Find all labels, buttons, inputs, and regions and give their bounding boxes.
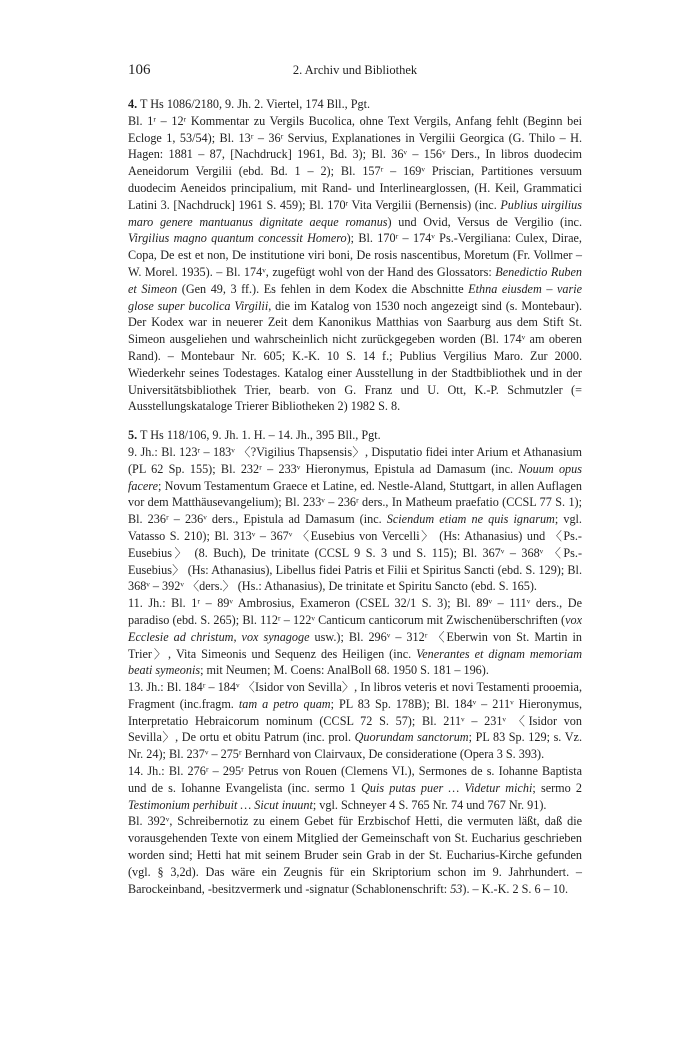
text-run: ; vgl. Vatasso S. 210); Bl. 313ᵛ – 367ᵛ 〈Eusebius von Vercelli〉 (Hs: Athanasius) und 〈Ps.-Eusebius〉 (8. Buch), De trinitate (CCSL 9 S. 3 und S. 115); Bl. 367ᵛ – 368ᵛ 〈Ps.-Eusebius〉 (Hs: Athanasius), Libellus fidei Patris et Filii et Spiritus Sancti (ebd. S. 129); Bl. 368ᵛ – 392ᵛ 〈ders.〉 (Hs.: Athanasius), De trinitate et Spiritu Sancto (ebd. S. 165). [128,512,582,594]
text-run: ; PL 83 Sp. 129; s. Vz. Nr. 24); Bl. 237ᵛ – 275ʳ Bernhard von Clairvaux, De consideratione (Opera 3 S. 393). [128,730,583,762]
italic-incipit: tam a petro quam [238,696,331,711]
text-run: ); Bl. 170ʳ – 174ᵛ Ps.-Vergiliana: Culex, Dirae, Copa, De est et non, De institutione viri boni, De rosis nascentibus, Moretum (Fr. Vollmer – W. Morel. 1935). – Bl. 174ᵛ, zugefügt wohl von der Hand des Glossators: [128,231,582,279]
entry-heading [128,96,582,113]
shelfmark-line: T Hs 1086/2180, 9. Jh. 2. Viertel, 174 Bll., Pgt. [139,97,371,111]
italic-incipit: 53 [450,881,463,896]
body-text [128,96,582,897]
entry-paragraph [128,113,582,415]
text-run: Bl. 1ʳ – 12ʳ Kommentar zu Vergils Bucolica, ohne Text Vergils, Anfang fehlt (Beginn bei Ecloge 1, 53/54); Bl. 13ʳ – 36ʳ Servius, Explanationes in Vergilii Georgica (G. Thilo – H. Hagen: 1881 – 87, [Nachdruck] 1961, Bd. 3); Bl. 36ᵛ – 156ᵛ Ders., In libros duodecim Aeneidorum Vergilii (ebd. Bd. 1 – 2); Bl. 157ʳ – 169ᵛ Priscian, Partitiones versuum duodecim Aeneidos principalium, mit Rand- und Interlinearglossen, (H. Keil, Grammatici Latini 3. [Nachdruck] 1961 S. 459); Bl. 170ʳ Vita Vergilii (Bernensis) (inc. [128,113,582,212]
text-run: usw.); Bl. 296ᵛ – 312ʳ 〈Eberwin von St. Martin in Trier〉, Vita Simeonis und Sequenz des Heiligen (inc. [128,629,583,661]
text-run: ; mit Neumen; M. Coens: AnalBoll 68. 1950 S. 181 – 196). [200,663,489,678]
running-head [128,62,582,82]
text-run: ; sermo 2 [532,780,583,795]
text-run: 14. Jh.: Bl. 276ʳ – 295ʳ Petrus von Rouen (Clemens VI.), Sermones de s. Iohanne Baptista und de s. Iohanne Evangelista (inc. sermo 1 [128,764,582,795]
italic-incipit: Quis putas puer … Videtur michi [361,780,533,795]
text-run: ) und Ovid, Versus de Vergilio (inc. [387,214,583,229]
catalog-entry-5 [128,427,582,897]
italic-incipit: Publius uirgilius maro genere mantuanus dignitate aeque romanus [128,197,582,229]
text-run: 11. Jh.: Bl. 1ʳ – 89ᵛ Ambrosius, Exameron (CSEL 32/1 S. 3); Bl. 89ᵛ – 111ᵛ ders., De paradiso (ebd. S. 265); Bl. 112ʳ – 122ᵛ Canticum canticorum mit Zwischenüberschriften ( [128,596,582,627]
text-run: ; Novum Testamentum Graece et Latine, ed. Nestle-Aland, Stuttgart, in allen Auflagen vor dem Matthäusevangelium); Bl. 233ᵛ – 236ʳ ders., In Matheum praefatio (CCSL 77 S. 1); Bl. 236ʳ – 236ᵛ ders., Epistula ad Damasum (inc. [128,478,582,527]
italic-incipit: vox Ecclesie ad christum, vox synagoge [128,612,582,644]
running-title: 2. Archiv und Bibliothek [292,63,418,77]
entry-paragraph [128,763,582,813]
page-number: 106 [128,62,151,78]
text-run: ). – K.-K. 2 S. 6 – 10. [462,881,569,896]
entry-number: 5. [128,428,138,443]
text-run: 13. Jh.: Bl. 184ʳ – 184ᵛ 〈Isidor von Sevilla〉, In libros veteris et novi Testamenti prooemia, Fragment (inc.fragm. [128,680,582,711]
text-run: (Gen 49, 3 ff.). Es fehlen in dem Kodex die Abschnitte [177,281,469,296]
text-run: Bl. 392ᵛ, Schreibernotiz zu einem Gebet für Erzbischof Hetti, die vermuten läßt, daß die vorausgehenden Texte von einem Mitglied der Gemeinschaft von St. Eucharius geschrieben worden sind; Hetti hat mit seinem Bruder sein Grab in der St. Eucharius-Kirche gefunden (vgl. § 3,2d). Das wäre ein Zeugnis für ein Skriptorium schon im 9. Jahrhundert. – Barockeinband, -besitzvermerk und -signatur (Schablonenschrift: [128,814,582,896]
italic-incipit: Quorundam sanctorum [354,730,469,745]
entry-paragraph [128,679,582,763]
italic-incipit: Ethna eiusdem – varie glose super bucolica Virgilii [128,281,582,313]
catalog-entry-4 [128,96,582,415]
entry-paragraph [128,444,582,595]
entry-paragraph [128,595,582,679]
entry-number: 4. [128,97,138,111]
text-run: ; vgl. Schneyer 4 S. 765 Nr. 74 und 767 Nr. 91). [312,797,547,812]
italic-incipit: Testimonium perhibuit … Sicut inuunt [128,797,313,812]
text-run: ; PL 83 Sp. 178B); Bl. 184ᵛ – 211ᵛ Hieronymus, Interpretatio Hebraicorum nominum (CCSL 72 S. 57); Bl. 211ᵛ – 231ᵛ 〈Isidor von Sevilla〉, De ortu et obitu Patrum (inc. prol. [128,696,582,745]
italic-incipit: Virgilius magno quantum concessit Homero [128,231,347,246]
entry-heading [128,427,582,444]
italic-incipit: Nouum opus facere [128,461,582,493]
text-run: 9. Jh.: Bl. 123ʳ – 183ᵛ 〈?Vigilius Thapsensis〉, Disputatio fidei inter Arium et Athanasium (PL 62 Sp. 155); Bl. 232ʳ – 233ᵛ Hieronymus, Epistula ad Damasum (inc. [128,444,582,476]
text-run: , die im Katalog von 1530 noch angezeigt sind (s. Montebaur). Der Kodex war in neuerer Zeit dem Kanonikus Matthias von Saarburg aus dem Stift St. Simeon ausgeliehen und wahrscheinlich nicht zurückgegeben worden (Bl. 174ᵛ am oberen Rand). – Montebaur Nr. 605; K.-K. 10 S. 14 f.; Publius Vergilius Maro. Zur 2000. Wiederkehr seines Todestages. Katalog einer Ausstellung in der Stadtbibliothek und in der Universitätsbibliothek Trier, bearb. von G. Franz und U. Ott, K.-P. Schmutzler (= Ausstellungskataloge Trierer Bibliotheken 2) 1982 S. 8. [128,298,582,414]
italic-incipit: Sciendum etiam ne quis ignarum [386,512,555,527]
italic-incipit: Benedictio Ruben et Simeon [128,264,583,296]
italic-incipit: Venerantes et dignam memoriam beati symeonis [128,646,583,678]
shelfmark-line: T Hs 118/106, 9. Jh. 1. H. – 14. Jh., 395 Bll., Pgt. [139,428,381,443]
entry-paragraph [128,813,582,897]
